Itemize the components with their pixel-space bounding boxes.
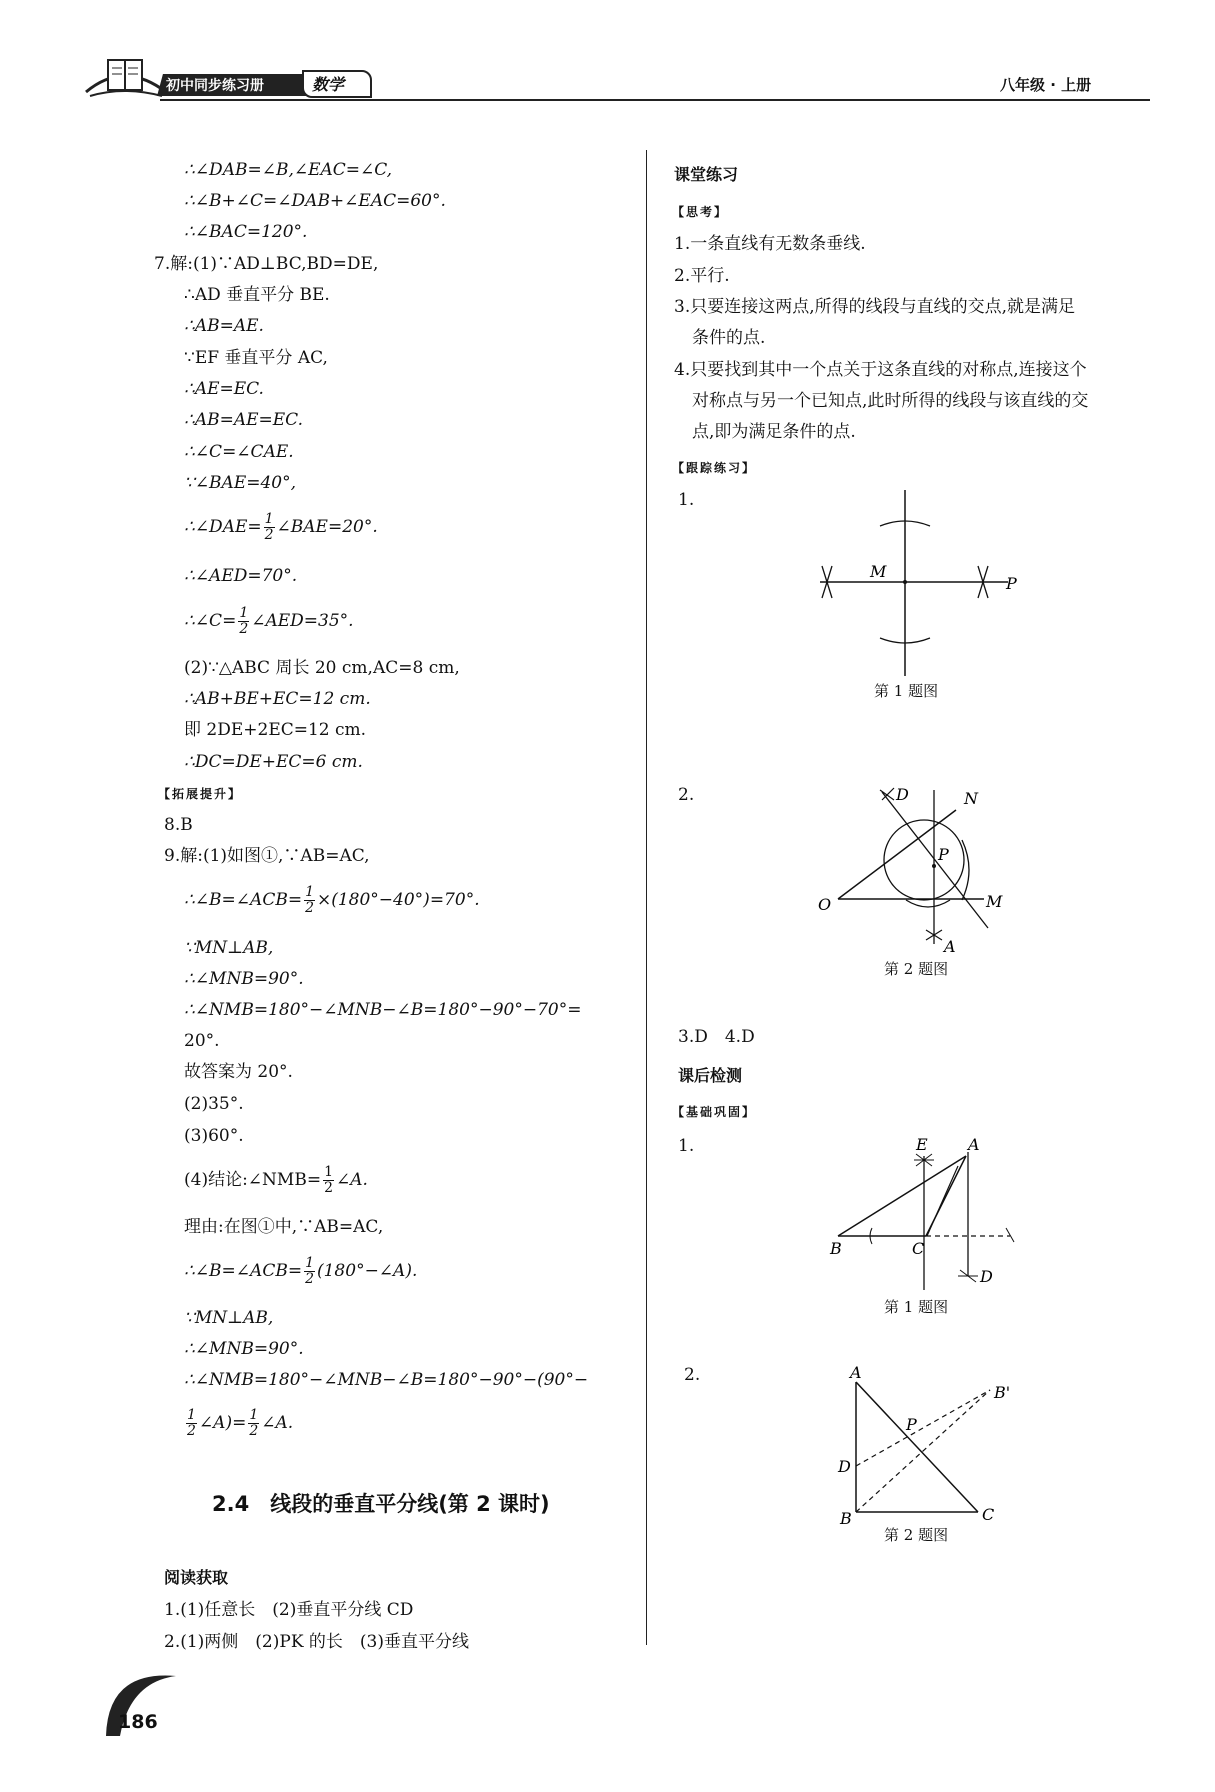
answers-3-4: 3.D 4.D [678, 1027, 755, 1047]
line: (2)∵△ABC 周长 20 cm,AC=8 cm, [184, 658, 460, 678]
line: 7.解:(1)∵AD⊥BC,BD=DE, [154, 254, 379, 274]
tag-extend: 【拓展提升】 [158, 787, 243, 801]
line: ∴∠MNB=90°. [184, 1339, 304, 1359]
tag-track: 【跟踪练习】 [672, 461, 757, 475]
line: ∴∠B+∠C=∠DAB+∠EAC=60°. [184, 191, 446, 211]
book-title: 初中同步练习册 [166, 78, 264, 94]
line: 对称点与另一个已知点,此时所得的线段与该直线的交 [692, 391, 1089, 411]
read-heading: 阅读获取 [164, 1568, 229, 1587]
line: ∴AB+BE+EC=12 cm. [184, 689, 371, 709]
question-number: 1. [678, 1136, 695, 1156]
line: ∴∠DAE= $\frac{1}{2}$ ∠BAE=20°. [184, 511, 378, 543]
figure-2-caption: 第 2 题图 [884, 960, 949, 978]
line: 3.只要连接这两点,所得的线段与直线的交点,就是满足 [674, 297, 1076, 317]
question-number: 1. [678, 490, 695, 510]
figure-4-diagram [832, 1362, 1022, 1532]
subject-label: 数学 [312, 75, 345, 94]
line: ∴∠DAB=∠B,∠EAC=∠C, [184, 160, 393, 180]
line: 2.平行. [674, 266, 730, 286]
label-a: A [944, 937, 956, 956]
class-heading: 课堂练习 [674, 165, 739, 184]
book-logo-icon [78, 52, 170, 108]
label-o: O [818, 895, 832, 914]
line: (3)60°. [184, 1126, 244, 1146]
line: ∵MN⊥AB, [184, 938, 274, 958]
label-d: D [980, 1267, 993, 1286]
grade-label: 八年级 · 上册 [1000, 76, 1092, 94]
section-title: 2.4 线段的垂直平分线(第 2 课时) [212, 1492, 550, 1516]
label-c: C [982, 1505, 995, 1524]
line: ∴AD 垂直平分 BE. [184, 285, 330, 305]
label-n: N [964, 789, 978, 808]
label-d: D [896, 785, 909, 804]
line: 20°. [184, 1031, 220, 1051]
label-d: D [838, 1457, 851, 1476]
line: 4.只要找到其中一个点关于这条直线的对称点,连接这个 [674, 360, 1087, 380]
line: 条件的点. [692, 328, 766, 348]
header-rule [160, 99, 1150, 101]
line: 理由:在图①中,∵AB=AC, [184, 1217, 384, 1237]
line: 8.B [164, 815, 193, 835]
line: 1.(1)任意长 (2)垂直平分线 CD [164, 1600, 414, 1620]
line: ∴∠AED=70°. [184, 566, 298, 586]
tag-think: 【思考】 [672, 205, 729, 219]
figure-2-diagram [810, 780, 1020, 960]
line: ∴DC=DE+EC=6 cm. [184, 752, 363, 772]
line: (4)结论:∠NMB= $\frac{1}{2}$ ∠A. [184, 1164, 368, 1196]
figure-1-caption: 第 1 题图 [874, 682, 939, 700]
line: 故答案为 20°. [184, 1062, 293, 1082]
question-number: 2. [684, 1365, 701, 1385]
line: 点,即为满足条件的点. [692, 422, 856, 442]
label-p: P [938, 845, 949, 864]
page-number: 186 [118, 1711, 158, 1733]
line: ∴∠B=∠ACB= $\frac{1}{2}$ ×(180°−40°)=70°. [184, 884, 480, 916]
line: ∴∠C= $\frac{1}{2}$ ∠AED=35°. [184, 605, 354, 637]
line: 9.解:(1)如图①,∵AB=AC, [164, 846, 370, 866]
line: 即 2DE+2EC=12 cm. [184, 720, 367, 740]
line: ∴AB=AE=EC. [184, 410, 303, 430]
figure-3-caption: 第 1 题图 [884, 1298, 949, 1316]
line: ∴∠MNB=90°. [184, 969, 304, 989]
label-p: P [906, 1415, 917, 1434]
figure-4-caption: 第 2 题图 [884, 1526, 949, 1544]
label-m: M [870, 562, 887, 581]
line: ∴∠B=∠ACB= $\frac{1}{2}$ (180°−∠A). [184, 1255, 418, 1287]
label-b: B [840, 1509, 852, 1528]
line: ∴∠BAC=120°. [184, 222, 308, 242]
line: ∵EF 垂直平分 AC, [184, 348, 328, 368]
line: 2.(1)两侧 (2)PK 的长 (3)垂直平分线 [164, 1632, 470, 1652]
label-p: P [1006, 574, 1017, 593]
line: $\frac{1}{2}$ ∠A)= $\frac{1}{2}$ ∠A. [187, 1407, 294, 1439]
label-e: E [916, 1136, 928, 1154]
label-a: A [850, 1363, 862, 1382]
label-a: A [968, 1136, 980, 1154]
question-number: 2. [678, 785, 695, 805]
line: ∴∠NMB=180°−∠MNB−∠B=180°−90°−70°= [184, 1000, 582, 1020]
tag-basic: 【基础巩固】 [672, 1105, 757, 1119]
label-m: M [986, 892, 1003, 911]
figure-3-diagram [828, 1136, 1018, 1296]
line: ∵MN⊥AB, [184, 1308, 274, 1328]
label-b-prime: B' [994, 1383, 1011, 1402]
line: ∴AE=EC. [184, 379, 264, 399]
line: ∵∠BAE=40°, [184, 473, 297, 493]
label-b: B [830, 1239, 842, 1258]
line: ∴∠C=∠CAE. [184, 442, 294, 462]
line: (2)35°. [184, 1094, 244, 1114]
line: ∴∠NMB=180°−∠MNB−∠B=180°−90°−(90°− [184, 1370, 589, 1390]
line: ∴AB=AE. [184, 316, 264, 336]
column-divider [646, 150, 647, 1645]
after-heading: 课后检测 [678, 1066, 743, 1085]
line: 1.一条直线有无数条垂线. [674, 234, 866, 254]
label-c: C [912, 1239, 925, 1258]
figure-1-diagram [810, 486, 1030, 680]
